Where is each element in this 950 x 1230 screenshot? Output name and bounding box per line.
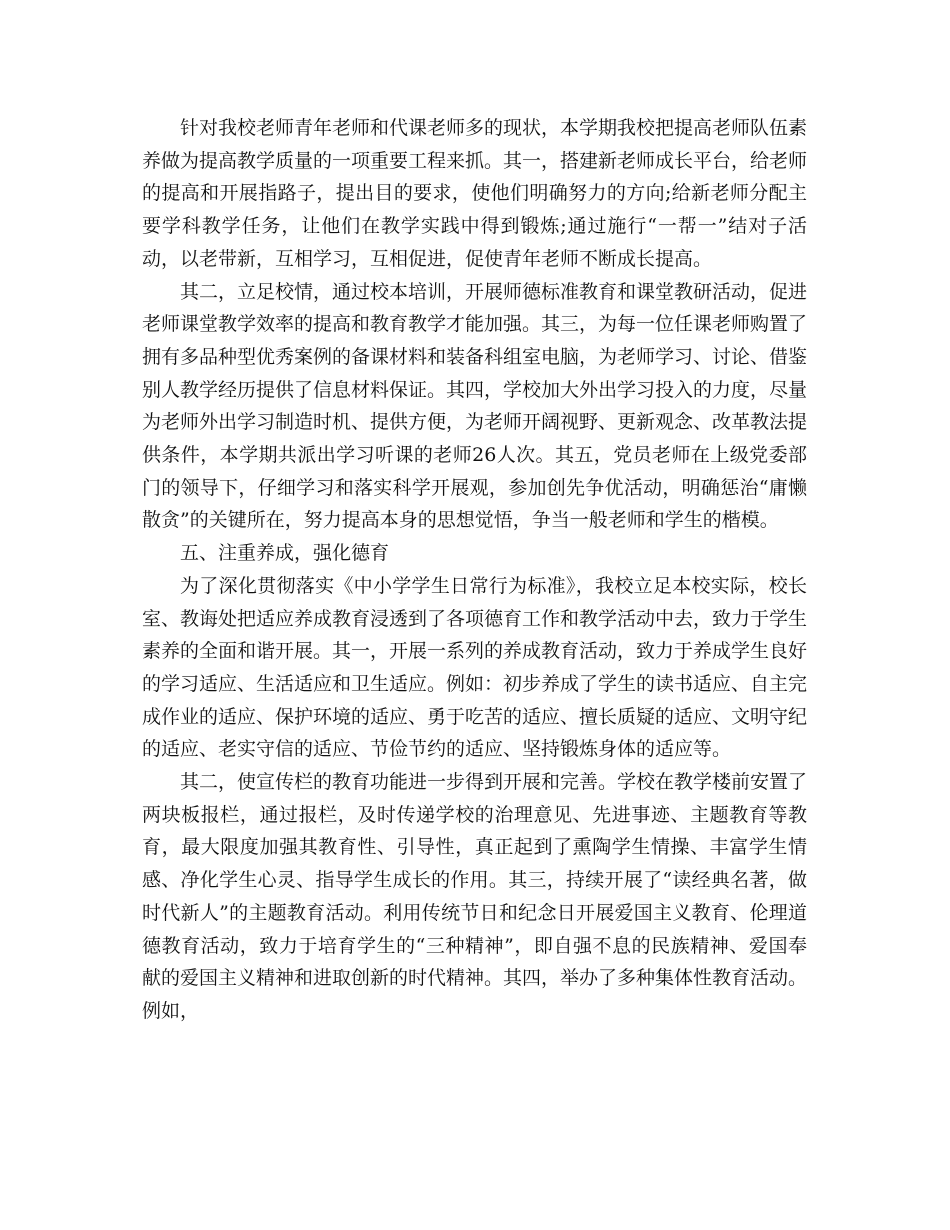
paragraph-teacher-quality: 针对我校老师青年老师和代课老师多的现状，本学期我校把提高老师队伍素养做为提高教学质量的一项重要工程来抓。其一，搭建新老师成长平台，给老师的提高和开展指路子，提出目的要求，使他们明确努力的方向;给新老师分配主要学科教学任务，让他们在教学实践中得到锻炼;通过施行“一帮一”结对子活动，以老带新，互相学习，互相促进，促使青年老师不断成长提高。 [142,117,808,270]
document-body [142,112,807,1028]
paragraph-teacher-training: 其二，立足校情，通过校本培训，开展师德标准教育和课堂教研活动，促进老师课堂教学效率的提高和教育教学才能加强。其三，为每一位任课老师购置了拥有多品种型优秀案例的备课材料和装备科组室电脑，为老师学习、讨论、借鉴别人教学经历提供了信息材料保证。其四，学校加大外出学习投入的力度，尽量为老师外出学习制造时机、提供方便，为老师开阔视野、更新观念、改革教法提供条件，本学期共派出学习听课的老师26人次。其五，党员老师在上级党委部门的领导下，仔细学习和落实科学开展观，参加创先争优活动，明确惩治“庸懒散贪”的关键所在，努力提高本身的思想觉悟，争当一般老师和学生的楷模。 [142,280,808,532]
paragraph-bulletin-board: 其二，使宣传栏的教育功能进一步得到开展和完善。学校在教学楼前安置了两块板报栏，通过报栏，及时传递学校的治理意见、先进事迹、主题教育等教育，最大限度加强其教育性、引导性，真正起到了熏陶学生情操、丰富学生情感、净化学生心灵、指导学生成长的作用。其三，持续开展了“读经典名著，做时代新人”的主题教育活动。利用传统节日和纪念日开展爱国主义教育、伦理道德教育活动，致力于培育学生的“三种精神”，即自强不息的民族精神、爱国奉献的爱国主义精神和进取创新的时代精神。其四，举办了多种集体性教育活动。例如， [142,771,808,1022]
section-heading-moral-education: 五、注重养成，强化德育 [180,542,390,565]
paragraph-habit-education: 为了深化贯彻落实《中小学学生日常行为标准》，我校立足本校实际，校长室、教诲处把适应养成教育浸透到了各项德育工作和教学活动中去，致力于学生素养的全面和谐开展。其一，开展一系列的养成教育活动，致力于养成学生良好的学习适应、生活适应和卫生适应。例如：初步养成了学生的读书适应、自主完成作业的适应、保护环境的适应、勇于吃苦的适应、擅长质疑的适应、文明守纪的适应、老实守信的适应、节俭节约的适应、坚持锻炼身体的适应等。 [142,574,808,761]
